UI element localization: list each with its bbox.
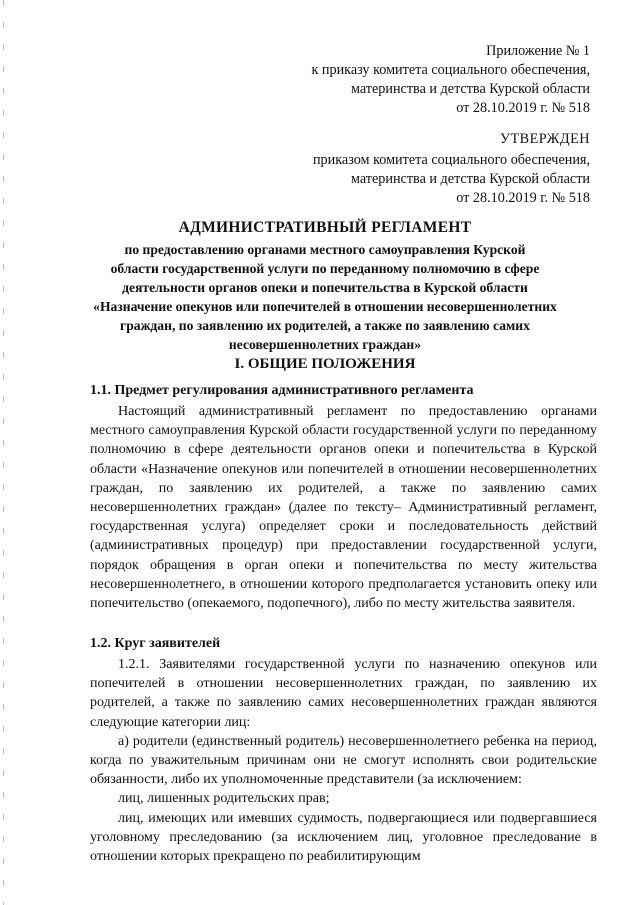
title-line: «Назначение опекунов или попечителей в отношении несовершеннолетних [93,299,557,314]
title-line: области государственной услуги по переданному полномочию в сфере [110,261,540,276]
approval-line: от 28.10.2019 г. № 518 [456,190,590,206]
paragraph-text: лиц, лишенных родительских прав; [118,791,330,807]
paragraph-text: а) родители (единственный родитель) несовершеннолетнего ребенка на период, когда по уважительным причинам они не смогут исполнять свои родительские обязанности, либо их уполномоченные представители (за исключением: [90,733,597,788]
subsection-heading-1-1: 1.1. Предмет регулирования административного регламента [90,383,474,398]
appendix-line: от 28.10.2019 г. № 518 [456,100,590,116]
title-line: несовершеннолетних граждан» [228,337,422,352]
approval-line: материнства и детства Курской области [350,171,590,187]
section-heading: I. ОБЩИЕ ПОЛОЖЕНИЯ [234,356,416,372]
paragraph-text: 1.2.1. Заявителями государственной услуги по назначению опекунов или попечителей в отношении несовершеннолетних граждан, по заявлению их родителей, а также по заявлению самих несовершеннолетних граждан являются следующие категории лиц: [90,657,597,730]
paragraph-text: лиц, имеющих или имевших судимость, подвергающиеся или подвергавшиеся уголовному преследованию (за исключением лиц, уголовное преследование в отношении которых прекращено по реабилитирующим [90,810,597,865]
appendix-line: Приложение № 1 [486,43,590,59]
title-line: деятельности органов опеки и попечительства в Курской области [122,280,528,295]
paragraph-text: Настоящий административный регламент по предоставлению органами местного самоуправления Курской области государственной услуги по переданному полномочию в сфере деятельности органов опеки и попечительства в Курской области «Назначение опекунов или попечителей в отношении несовершеннолетних граждан, по заявлению их родителей, а также по заявлению самих несовершеннолетних граждан» (далее по тексту– Административный регламент, государственная услуга) определяет сроки и последовательность действий (административных процедур) при предоставлении государственной услуги, порядок обращения в орган опеки и попечительства по месту жительства несовершеннолетнего, в отношении которого предполагается установить опеку или попечительство (опекаемого, подопечного), либо по месту жительства заявителя. [90,404,597,612]
approval-line: приказом комитета социального обеспечения, [312,152,590,168]
appendix-line: материнства и детства Курской области [350,81,590,97]
paragraph-1-1 [90,402,597,613]
appendix-line: к приказу комитета социального обеспечения, [311,62,590,78]
subsection-heading-1-2: 1.2. Круг заявителей [90,636,221,651]
regulation-title [60,218,590,354]
document-title: АДМИНИСТРАТИВНЫЙ РЕГЛАМЕНТ [178,219,472,236]
appendix-block [311,42,590,118]
approval-heading: УТВЕРЖДЕН [499,131,590,147]
scan-edge-mark [3,0,4,905]
paragraph-1-2 [90,655,597,866]
title-line: граждан, по заявлению их родителей, а также по заявлению самих [120,318,530,333]
title-line: по предоставлению органами местного самоуправления Курской [124,242,526,257]
approval-block [313,130,590,208]
